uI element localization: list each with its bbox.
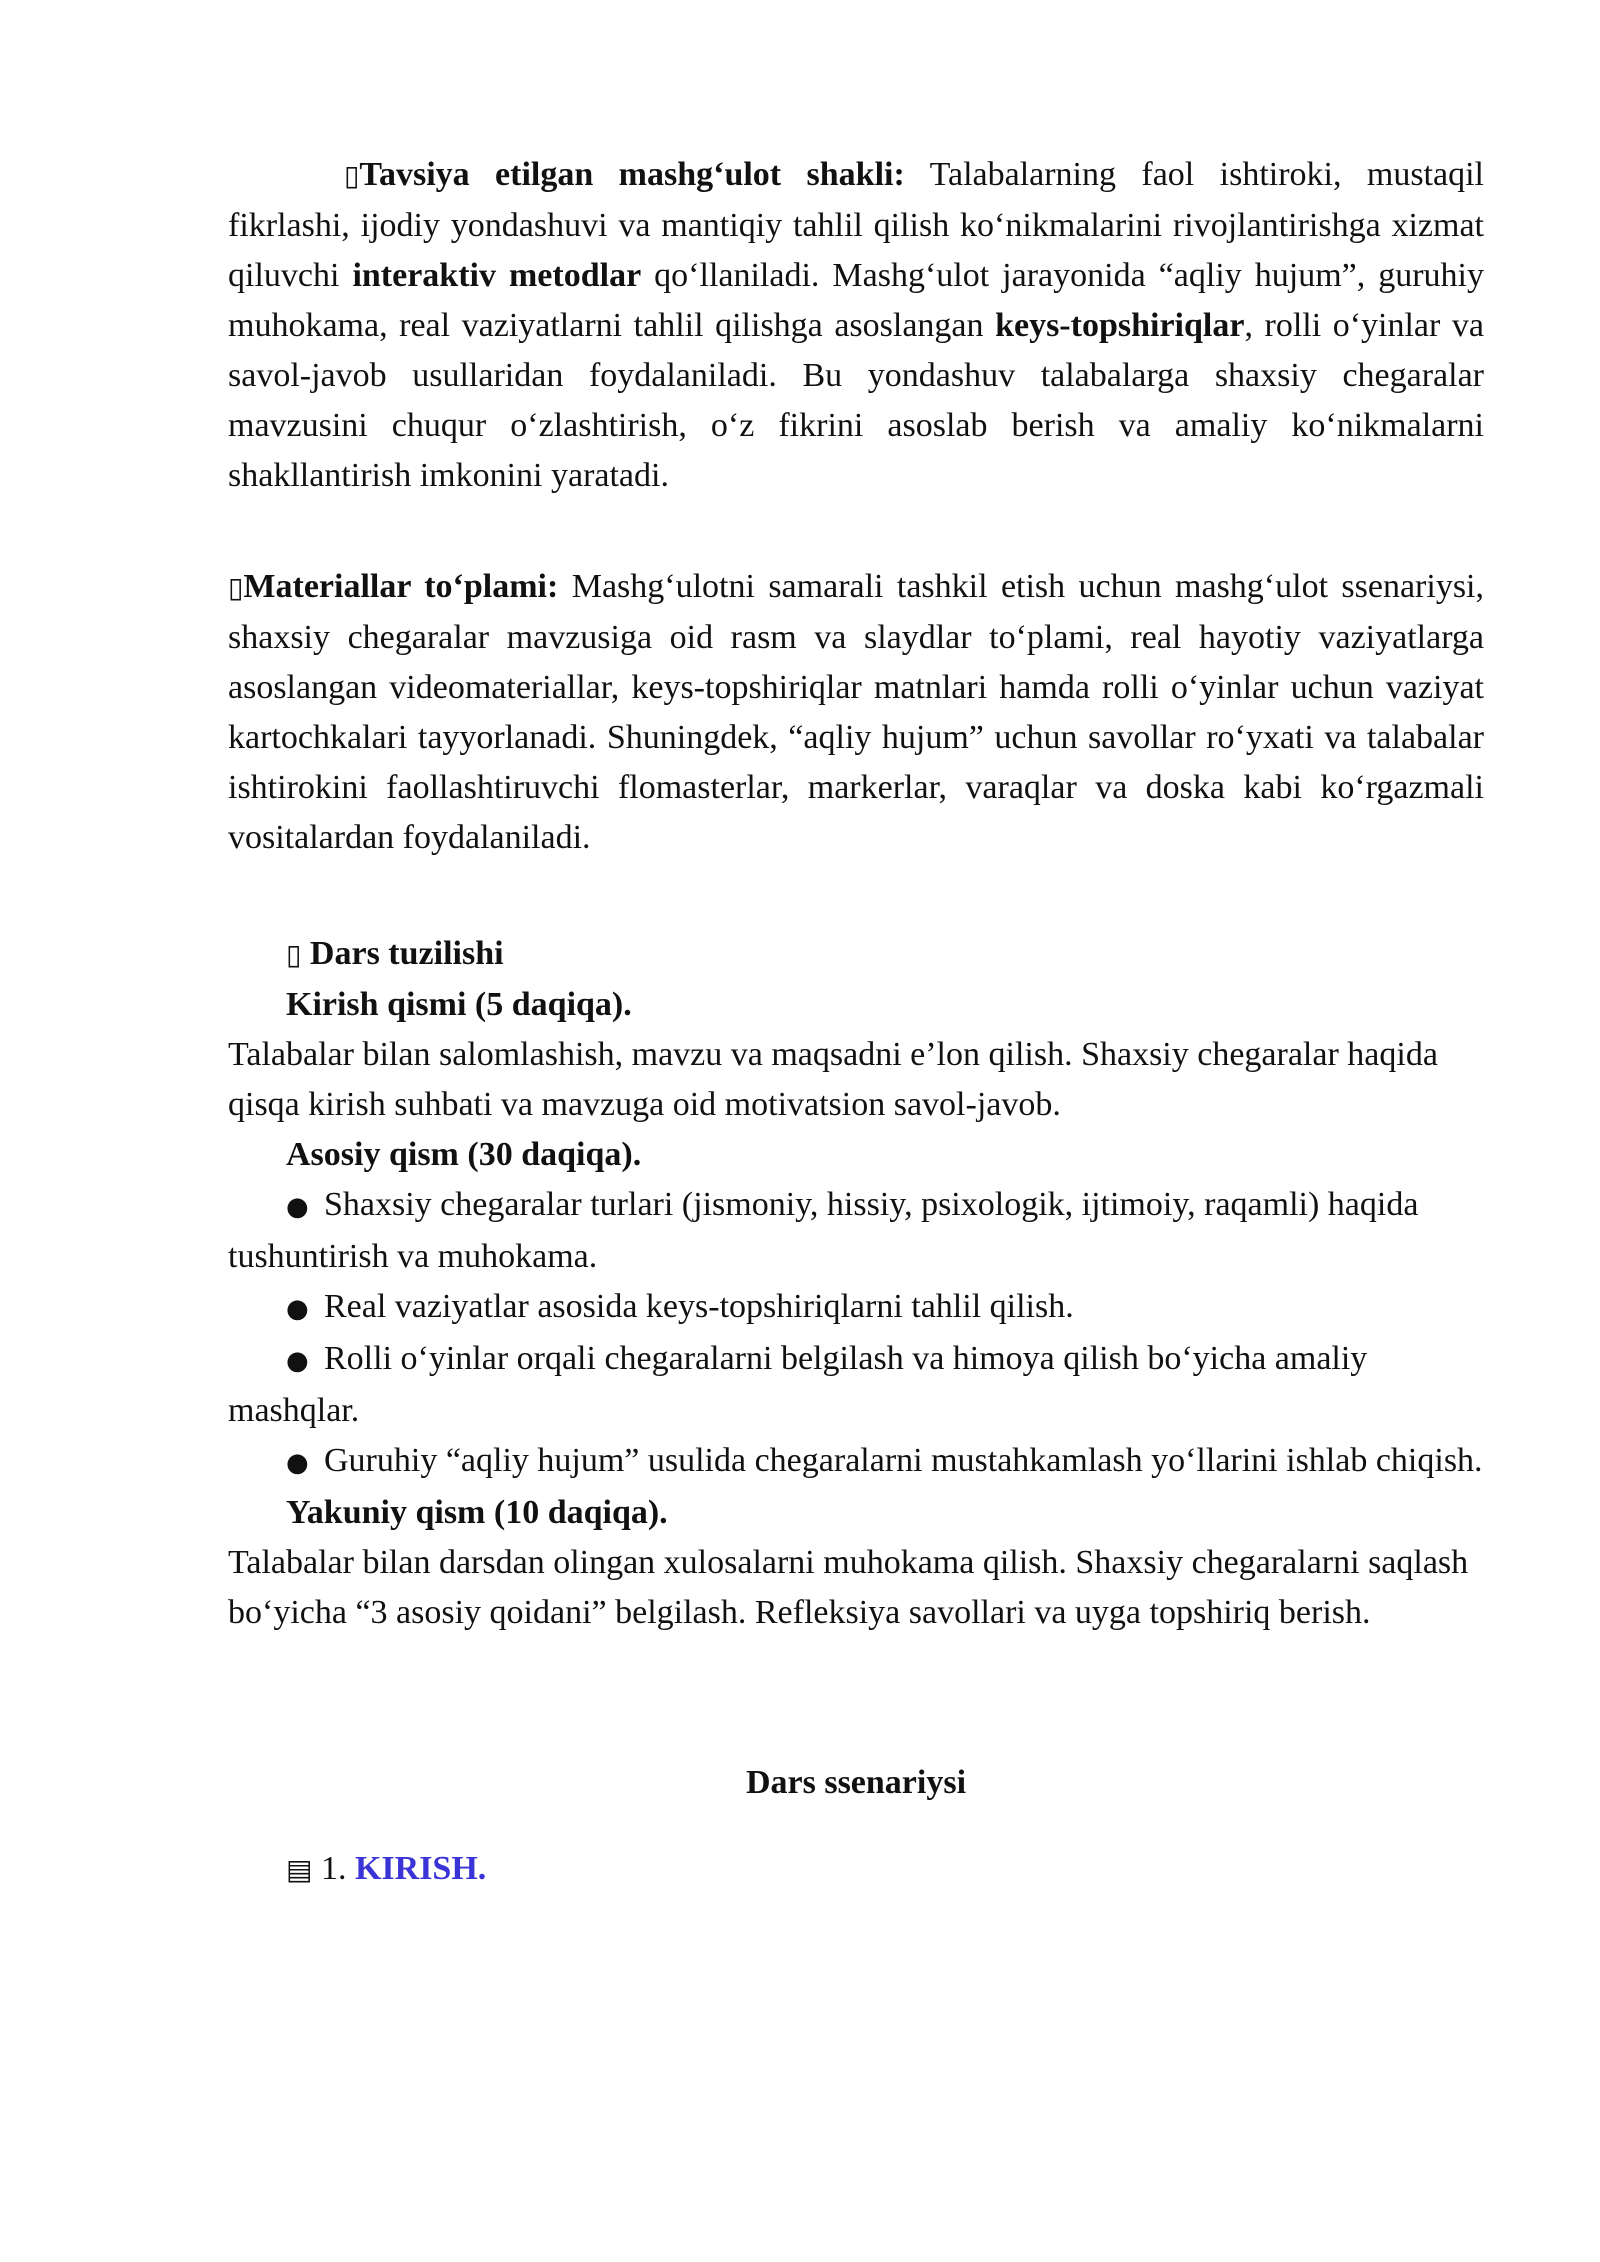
main-part-heading: Asosiy qism (30 daqiqa). bbox=[286, 1136, 642, 1173]
document-page bbox=[228, 150, 1484, 1929]
materials-label: Materiallar to‘plami: bbox=[243, 568, 559, 605]
box-icon: ▯ bbox=[228, 571, 244, 604]
recommended-form-text-2: qo‘llaniladi. Mashg‘ulot jarayonida “aqliy hujum”, guruhiy muhokama, real vaziyatlarni tahlil qilishga asoslangan bbox=[228, 257, 1485, 344]
document-icon: ▯ bbox=[344, 159, 360, 192]
bullet-text: Guruhiy “aqliy hujum” usulida chegaralarni mustahkamlash yo‘llarini ishlab chiqish. bbox=[324, 1442, 1483, 1479]
recommended-form-label: Tavsiya etilgan mashg‘ulot shakli: bbox=[359, 156, 905, 193]
scenario-title: Dars ssenariysi bbox=[745, 1764, 967, 1801]
interactive-methods-term: interaktiv metodlar bbox=[352, 257, 642, 294]
bullet-text: Shaxsiy chegaralar turlari (jismoniy, hissiy, psixologik, ijtimoiy, raqamli) haqida tushuntirish va muhokama. bbox=[228, 1186, 1419, 1275]
final-part-text: Talabalar bilan darsdan olingan xulosalarni muhokama qilish. Shaxsiy chegaralarni saqlash bo‘yicha “3 asosiy qoidani” belgilash. Refleksiya savollari va uyga topshiriq berish. bbox=[228, 1544, 1469, 1631]
bullet-item bbox=[228, 1334, 1484, 1436]
structure-icon: ▯ bbox=[286, 938, 302, 971]
lesson-structure-section bbox=[228, 929, 1484, 1638]
bullet-dot-icon: ● bbox=[286, 1448, 309, 1478]
final-part-heading: Yakuniy qism (10 daqiqa). bbox=[286, 1494, 668, 1531]
bullet-dot-icon: ● bbox=[286, 1192, 309, 1222]
structure-title: Dars tuzilishi bbox=[309, 935, 504, 972]
materials-text: Mashg‘ulotni samarali tashkil etish uchun mashg‘ulot ssenariysi, shaxsiy chegaralar mavzusiga oid rasm va slaydlar to‘plami, real hayotiy vaziyatlarga asoslangan videomateriallar, keys-topshiriqlar matnlari hamda rolli o‘yinlar uchun vaziyat kartochkalari tayyorlanadi. Shuningdek, “aqliy hujum” uchun savollar ro‘yxati va talabalar ishtirokini faollashtiruvchi flomasterlar, markerlar, varaqlar va doska kabi ko‘rgazmali vositalardan foydalaniladi. bbox=[228, 568, 1484, 856]
bullet-item bbox=[228, 1282, 1484, 1334]
recommended-form-text-1: Talabalarning faol ishtiroki, mustaqil fikrlashi, ijodiy yondashuvi va mantiqiy tahlil qilish ko‘nikmalarini rivojlantirishga xizmat qiluvchi bbox=[228, 156, 1484, 294]
scenario-item-label: KIRISH. bbox=[354, 1850, 487, 1887]
bullet-text: Real vaziyatlar asosida keys-topshiriqlarni tahlil qilish. bbox=[324, 1288, 1074, 1325]
bullet-item bbox=[228, 1436, 1484, 1488]
list-icon: ▤ bbox=[286, 1853, 313, 1886]
case-tasks-term: keys-topshiriqlar bbox=[995, 307, 1245, 344]
structure-title-line bbox=[228, 929, 1484, 980]
bullet-item bbox=[228, 1180, 1484, 1282]
scenario-item-intro bbox=[228, 1844, 1484, 1895]
recommended-form-paragraph bbox=[228, 150, 1484, 501]
bullet-dot-icon: ● bbox=[286, 1346, 309, 1376]
materials-paragraph bbox=[228, 562, 1484, 863]
bullet-dot-icon: ● bbox=[286, 1294, 309, 1324]
recommended-form-text-3: , rolli o‘yinlar va savol-javob usullaridan foydalaniladi. Bu yondashuv talabalarga shaxsiy chegaralar mavzusini chuqur o‘zlashtirish, o‘z fikrini asoslab berish va amaliy ko‘nikmalarni shakllantirish imkonini yaratadi. bbox=[228, 307, 1484, 494]
intro-part-text: Talabalar bilan salomlashish, mavzu va maqsadni e’lon qilish. Shaxsiy chegaralar haqida qisqa kirish suhbati va mavzuga oid motivatsion savol-javob. bbox=[228, 1036, 1438, 1123]
intro-part-heading: Kirish qismi (5 daqiqa). bbox=[286, 986, 632, 1023]
bullet-text: Rolli o‘yinlar orqali chegaralarni belgilash va himoya qilish bo‘yicha amaliy mashqlar. bbox=[228, 1340, 1368, 1429]
scenario-item-number: 1. bbox=[320, 1850, 347, 1887]
